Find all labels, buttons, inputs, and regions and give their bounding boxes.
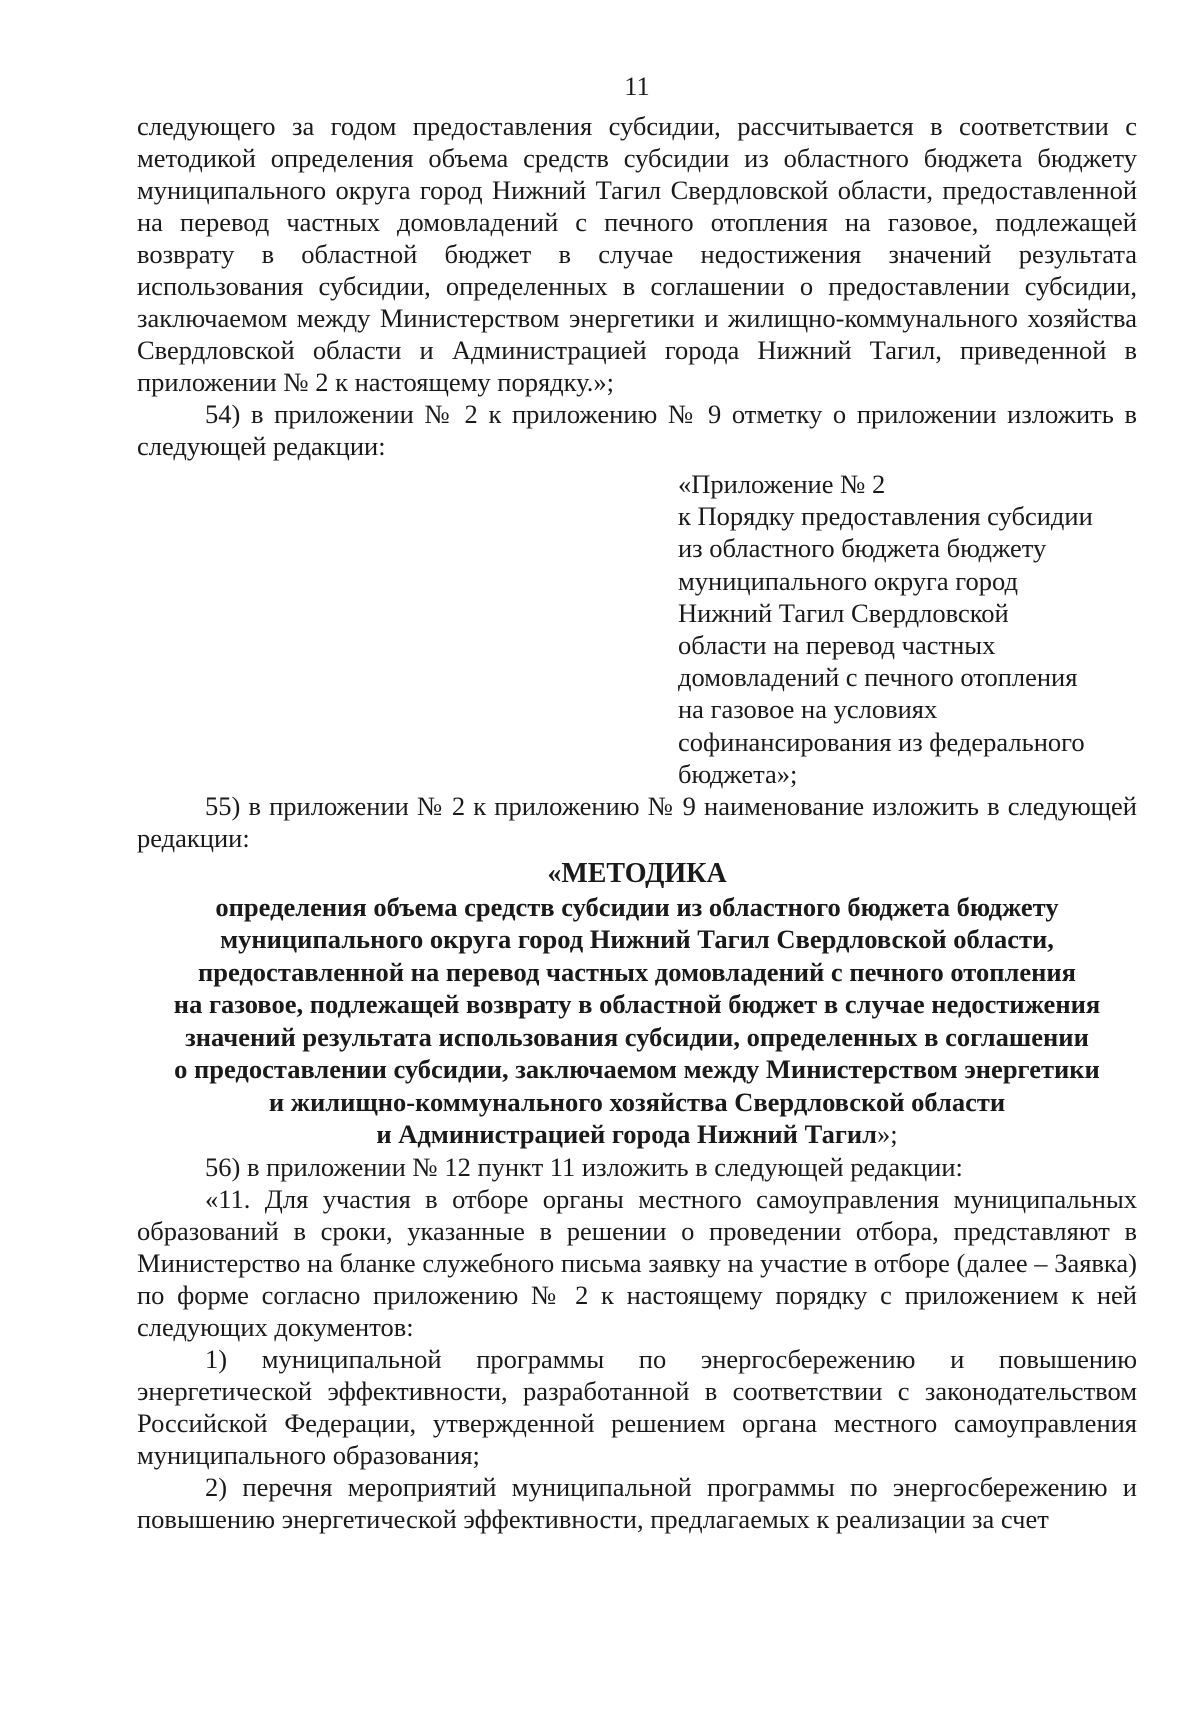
- methodology-title-line: муниципального округа город Нижний Тагил Свердловской области,: [220, 924, 1054, 955]
- appendix-mark-line: области на перевод частных: [678, 630, 996, 661]
- document-page: [137, 70, 1137, 1535]
- paragraph-continuation: следующего за годом предоставления субсидии, рассчитывается в соответствии с методикой определения объема средств субсидии из областного бюджета бюджету муниципального округа город Нижний Тагил Свердловской области, предоставленной на перевод частных домовладений с печного отопления на газовое, подлежащей возврату в областной бюджет в случае недостижения значений результата использования субсидии, определенных в соглашении о предоставлении субсидии, заключаемом между Министерством энергетики и жилищно-коммунального хозяйства Свердловской области и Администрацией города Нижний Тагил, приведенной в приложении № 2 к настоящему порядку.»;: [137, 111, 1137, 397]
- appendix-mark-line: софинансирования из федерального: [678, 726, 1085, 757]
- methodology-title-line: и жилищно-коммунального хозяйства Свердловской области: [268, 1086, 1006, 1117]
- paragraph-55: 55) в приложении № 2 к приложению № 9 наименование изложить в следующей редакции:: [137, 791, 1137, 854]
- appendix-mark-line: бюджета»;: [678, 758, 798, 789]
- methodology-title-line: о предоставлении субсидии, заключаемом между Министерством энергетики: [174, 1054, 1100, 1085]
- list-item-1: 1) муниципальной программы по энергосбережению и повышению энергетической эффективности, разработанной в соответствии с законодательством Российской Федерации, утвержденной решением органа местного самоуправления муниципального образования;: [137, 1343, 1137, 1470]
- list-item-2: 2) перечня мероприятий муниципальной программы по энергосбережению и повышению энергетической эффективности, предлагаемых к реализации за счет: [137, 1471, 1137, 1534]
- appendix-mark-line: муниципального округа город: [678, 565, 1018, 596]
- paragraph-56: 56) в приложении № 12 пункт 11 изложить в следующей редакции:: [205, 1151, 963, 1182]
- appendix-mark-line: «Приложение № 2: [678, 469, 886, 499]
- appendix-mark-line: к Порядку предоставления субсидии: [678, 501, 1093, 532]
- methodology-heading: «МЕТОДИКА: [547, 858, 727, 890]
- appendix-mark-line: на газовое на условиях: [678, 694, 938, 725]
- appendix-mark-line: из областного бюджета бюджету: [678, 533, 1047, 564]
- methodology-title-line: определения объема средств субсидии из областного бюджета бюджету: [215, 891, 1059, 922]
- methodology-title-line: предоставленной на перевод частных домовладений с печного отопления: [197, 956, 1076, 987]
- methodology-title-line: на газовое, подлежащей возврату в областной бюджет в случае недостижения: [173, 989, 1101, 1020]
- appendix-mark-line: домовладений с печного отопления: [678, 662, 1078, 693]
- paragraph-11: «11. Для участия в отборе органы местного самоуправления муниципальных образований в сроки, указанные в решении о проведении отбора, представляют в Министерство на бланке служебного письма заявку на участие в отборе (далее – Заявка) по форме согласно приложению № 2 к настоящему порядку с приложением к ней следующих документов:: [137, 1183, 1137, 1342]
- methodology-title-last-bold: и Администрацией города Нижний Тагил: [376, 1119, 878, 1150]
- methodology-title-last-line: [137, 1118, 1137, 1151]
- methodology-title-line: значений результата использования субсидии, определенных в соглашении: [185, 1021, 1089, 1052]
- appendix-mark-line: Нижний Тагил Свердловской: [678, 597, 1009, 628]
- methodology-title: [137, 858, 1137, 1151]
- methodology-title-closing: »;: [877, 1119, 898, 1150]
- appendix-mark: [678, 468, 1137, 790]
- page-number: 11: [624, 71, 650, 101]
- paragraph-54: 54) в приложении № 2 к приложению № 9 отметку о приложении изложить в следующей редакции:: [137, 399, 1137, 461]
